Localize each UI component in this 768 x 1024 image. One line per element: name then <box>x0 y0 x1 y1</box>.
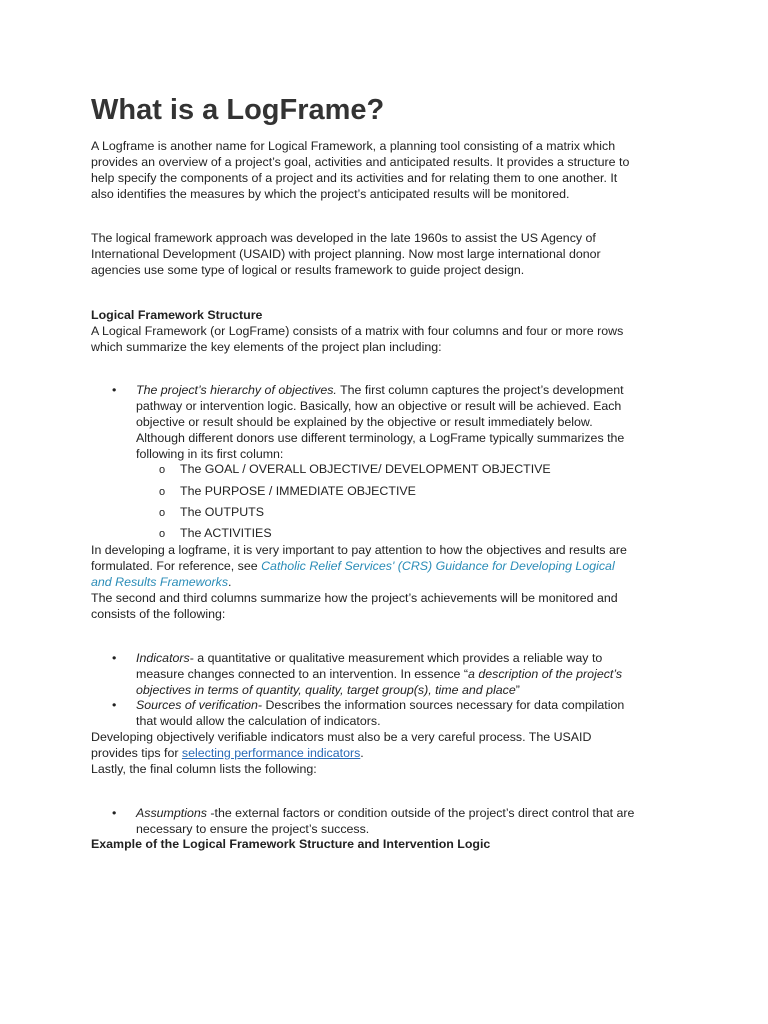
paragraph-line: Developing objectively verifiable indicators must also be a very careful process. The USAID <box>91 730 592 744</box>
bullet-term: Sources of verification- <box>136 698 263 712</box>
intro-paragraph <box>91 138 691 202</box>
bullet-term: Indicators <box>136 651 190 665</box>
sub-item-activities: The ACTIVITIES <box>180 526 272 540</box>
sub-item-goal: The GOAL / OVERALL OBJECTIVE/ DEVELOPMENT OBJECTIVE <box>180 462 551 476</box>
paragraph-text: . <box>228 575 232 589</box>
bullet-text: ” <box>515 683 520 697</box>
bullet-line: objective or result should be explained by the objective or result immediately below. <box>136 415 593 429</box>
indicators-bullet <box>136 650 696 698</box>
performance-indicators-link[interactable]: selecting performance indicators <box>181 746 361 760</box>
bullet-line: necessary to ensure the project’s success. <box>136 822 370 836</box>
paragraph-line: agencies use some type of logical or results framework to guide project design. <box>91 263 525 277</box>
bullet-quote: a description of the project’s <box>468 667 623 681</box>
verifiable-paragraph <box>91 729 691 777</box>
history-paragraph <box>91 230 691 278</box>
page-title: What is a LogFrame? <box>91 94 385 126</box>
bullet-term: The project’s hierarchy of objectives. <box>136 383 337 397</box>
sub-bullet-marker: o <box>159 464 166 476</box>
sources-bullet <box>136 697 696 729</box>
paragraph-line: provides an overview of a project’s goal, activities and anticipated results. It provides a structure to <box>91 155 630 169</box>
bullet-text: measure changes connected to an intervention. In essence “ <box>136 667 469 681</box>
bullet-text: -the external factors or condition outside of the project’s direct control that are <box>206 806 635 820</box>
sub-bullet-marker: o <box>159 528 166 540</box>
paragraph-line: consists of the following: <box>91 607 226 621</box>
bullet-text: - a quantitative or qualitative measurement which provides a reliable way to <box>189 651 603 665</box>
bullet-line: that would allow the calculation of indicators. <box>136 714 381 728</box>
paragraph-text: . <box>360 746 364 760</box>
paragraph-line: help specify the components of a project and its activities and for relating them to one another. It <box>91 171 618 185</box>
structure-section <box>91 307 691 355</box>
bullet-quote: objectives in terms of quantity, quality, target group(s), time and place <box>136 683 516 697</box>
paragraph-line: A Logframe is another name for Logical Framework, a planning tool consisting of a matrix which <box>91 139 616 153</box>
bullet-marker: • <box>112 651 117 665</box>
bullet-line: Although different donors use different terminology, a LogFrame typically summarizes the <box>136 431 625 445</box>
bullet-text: Describes the information sources necessary for data compilation <box>262 698 625 712</box>
paragraph-line: The logical framework approach was developed in the late 1960s to assist the US Agency of <box>91 231 596 245</box>
bullet-marker: • <box>112 383 117 397</box>
crs-guidance-link-continued[interactable]: and Results Frameworks <box>91 575 229 589</box>
formulation-paragraph <box>91 542 691 590</box>
sub-item-purpose: The PURPOSE / IMMEDIATE OBJECTIVE <box>180 484 416 498</box>
sub-bullet-marker: o <box>159 507 166 519</box>
bullet-marker: • <box>112 698 117 712</box>
bullet-line: pathway or intervention logic. Basically, how an objective or result will be achieved. Each <box>136 399 622 413</box>
crs-guidance-link[interactable]: Catholic Relief Services' (CRS) Guidance for Developing Logical <box>261 559 615 573</box>
paragraph-line: which summarize the key elements of the project plan including: <box>91 340 442 354</box>
bullet-line: following in its first column: <box>136 447 284 461</box>
example-heading: Example of the Logical Framework Structure and Intervention Logic <box>91 837 491 851</box>
sub-bullet-marker: o <box>159 486 166 498</box>
bullet-term: Assumptions <box>136 806 207 820</box>
paragraph-line: The second and third columns summarize how the project’s achievements will be monitored and <box>91 591 618 605</box>
paragraph-line: Lastly, the final column lists the following: <box>91 762 317 776</box>
bullet-text: The first column captures the project’s development <box>336 383 624 397</box>
section-heading: Logical Framework Structure <box>91 308 263 322</box>
columns-intro-paragraph <box>91 590 691 622</box>
objectives-bullet <box>136 382 696 462</box>
paragraph-text: provides tips for <box>91 746 182 760</box>
paragraph-line: A Logical Framework (or LogFrame) consists of a matrix with four columns and four or more rows <box>91 324 624 338</box>
paragraph-line: In developing a logframe, it is very important to pay attention to how the objectives and results are <box>91 543 627 557</box>
paragraph-line: International Development (USAID) with project planning. Now most large international donor <box>91 247 601 261</box>
paragraph-text: formulated. For reference, see <box>91 559 262 573</box>
bullet-marker: • <box>112 806 117 820</box>
sub-item-outputs: The OUTPUTS <box>180 505 264 519</box>
paragraph-line: also identifies the measures by which the project’s anticipated results will be monitored. <box>91 187 570 201</box>
assumptions-bullet <box>136 805 696 837</box>
